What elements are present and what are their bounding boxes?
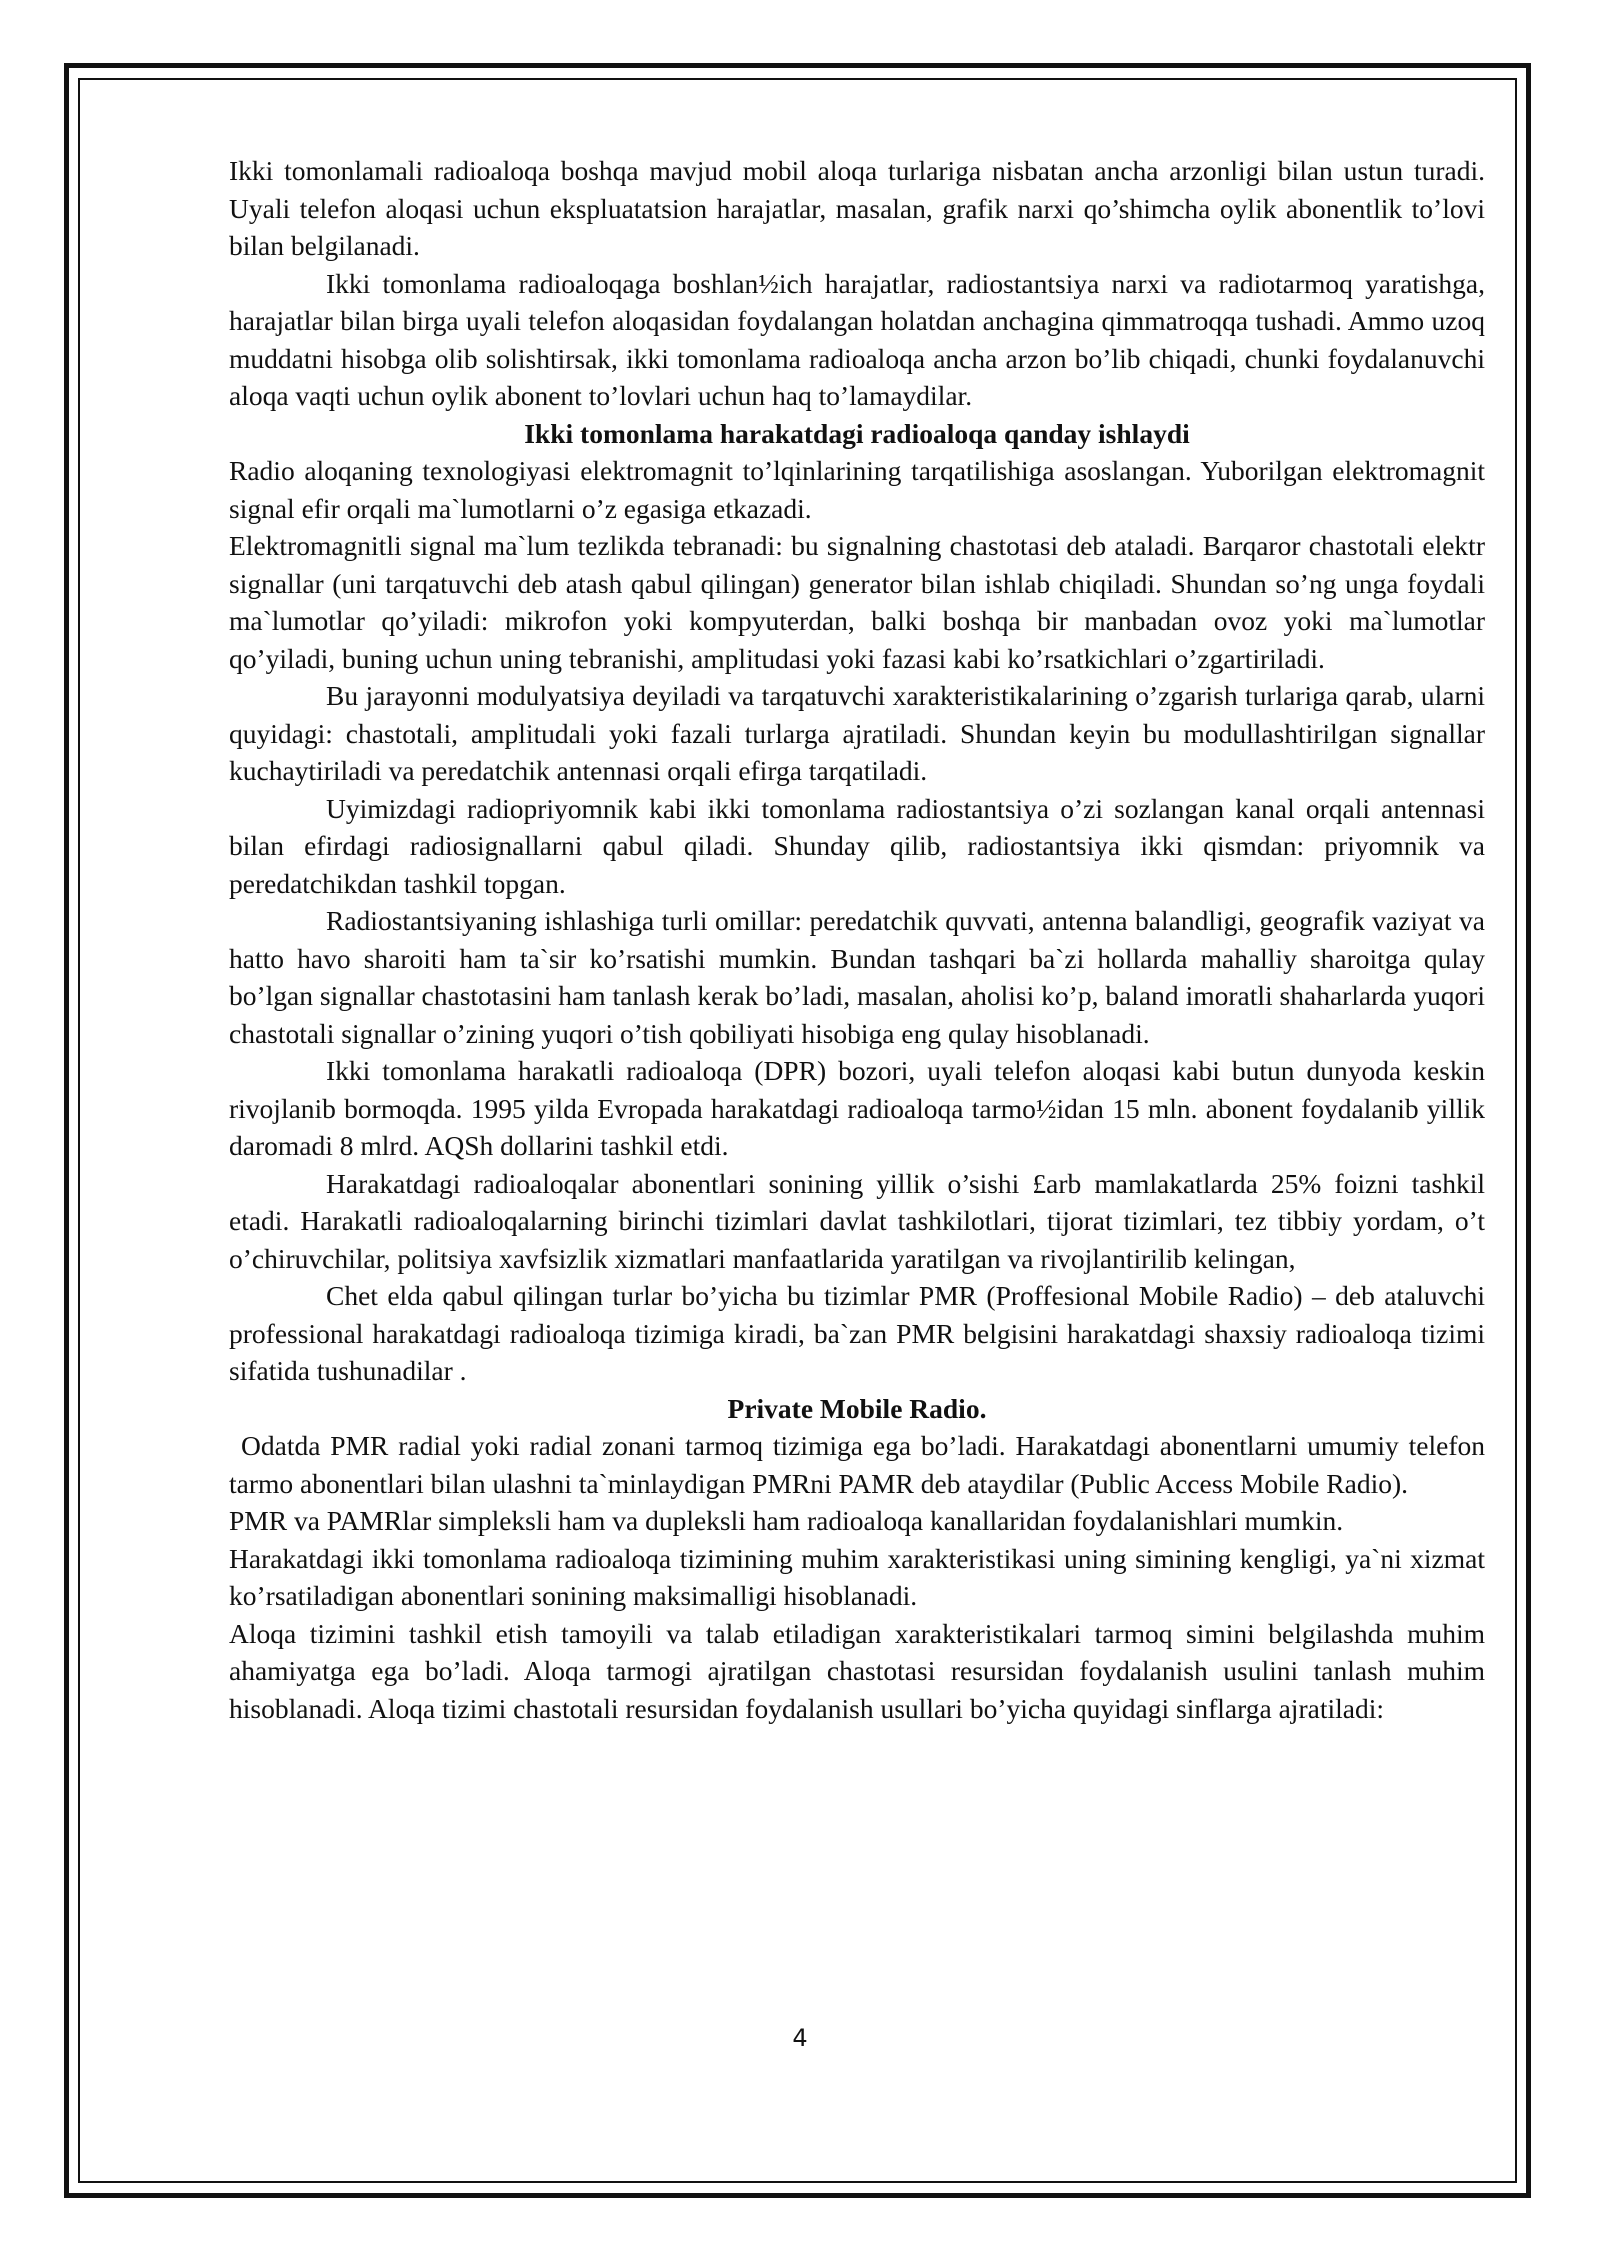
paragraph-market: Ikki tomonlama harakatli radioaloqa (DPR) bozori, uyali telefon aloqasi kabi butun dunyoda keskin rivojlanib bormoqda. 1995 yilda Evropada harakatdagi radioaloqa tarmo½idan 15 mln. abonent foydalanib yillik daromadi 8 mlrd. AQSh dollarini tashkil etdi. [229,1055,1485,1161]
paragraph-pmr-network: Odatda PMR radial yoki radial zonani tarmoq tizimiga ega bo’ladi. Harakatdagi abonentlarni umumiy telefon tarmo abonentlari bilan ulashni ta`minlaydigan PMRni PAMR deb ataydilar (Public Access Mobile Radio). [229,1430,1485,1499]
paragraph-initial-costs: Ikki tomonlama radioaloqaga boshlan½ich harajatlar, radiostantsiya narxi va radiotarmoq yaratishga, harajatlar bilan birga uyali telefon aloqasidan foydalangan holatdan anchagina qimmatroqqa tushadi. Ammo uzoq muddatni hisobga olib solishtirsak, ikki tomonlama radioaloqa ancha arzon bo’lib chiqadi, chunki foydalanuvchi aloqa vaqti uchun oylik abonent to’lovlari uchun haq to’lamaydilar. [229,267,1485,411]
paragraph-cost-intro: Ikki tomonlamali radioaloqa boshqa mavjud mobil aloqa turlariga nisbatan ancha arzonligi bilan ustun turadi. Uyali telefon aloqasi uchun ekspluatatsion harajatlar, masalan, grafik narxi qo’shimcha oylik abonentlik to’lovi bilan belgilanadi. [229,155,1485,261]
section-heading-how-it-works: Ikki tomonlama harakatdagi radioaloqa qanday ishlaydi [524,417,1190,449]
paragraph-growth: Harakatdagi radioaloqalar abonentlari sonining yillik o’sishi £arb mamlakatlarda 25% foizni tashkil etadi. Harakatli radioaloqalarning birinchi tizimlari davlat tashkilotlari, tijorat tizimlari, tez tibbiy yordam, o’t o’chiruvchilar, politsiya xavfsizlik xizmatlari manfaatlarida yaratilgan va rivojlantirilib kelingan, [229,1167,1485,1274]
document-body [229,152,1485,1727]
paragraph-pmr-definition: Chet elda qabul qilingan turlar bo’yicha bu tizimlar PMR (Proffesional Mobile Radio) – deb ataluvchi professional harakatdagi radioaloqa tizimiga kiradi, ba`zan PMR belgisini harakatdagi shaxsiy radioaloqa tizimi sifatida tushunadilar . [229,1280,1485,1386]
paragraph-simplex-duplex: PMR va PAMRlar simpleksli ham va dupleksli ham radioaloqa kanallaridan foydalanishlari mumkin. [229,1505,1344,1536]
paragraph-frequency-resource: Aloqa tizimini tashkil etish tamoyili va talab etiladigan xarakteristikalari tarmoq simini belgilashda muhim ahamiyatga ega bo’ladi. Aloqa tarmogi ajratilgan chastotasi resursidan foydalanish usulini tanlash muhim hisoblanadi. Aloqa tizimi chastotali resursidan foydalanish usullari bo’yicha quyidagi sinflarga ajratiladi: [229,1617,1485,1724]
paragraph-modulation: Bu jarayonni modulyatsiya deyiladi va tarqatuvchi xarakteristikalarining o’zgarish turlariga qarab, ularni quyidagi: chastotali, amplitudali yoki fazali turlarga ajratiladi. Shundan keyin bu modullashtirilgan signallar kuchaytiriladi va peredatchik antennasi orqali efirga tarqatiladi. [229,680,1485,786]
section-heading-private-mobile-radio: Private Mobile Radio. [727,1392,987,1424]
page-number: 4 [792,2024,808,2052]
paragraph-signal-frequency: Elektromagnitli signal ma`lum tezlikda tebranadi: bu signalning chastotasi deb ataladi. Barqaror chastotali elektr signallar (uni tarqatuvchi deb atash qabul qilingan) generator bilan ishlab chiqiladi. Shundan so’ng unga foydali ma`lumotlar qo’yiladi: mikrofon yoki kompyuterdan, balki boshqa bir manbadan ovoz yoki ma`lumotlar qo’yiladi, buning uchun uning tebranishi, amplitudasi yoki fazasi kabi ko’rsatkichlari o’zgartiriladi. [229,530,1485,674]
paragraph-capacity: Harakatdagi ikki tomonlama radioaloqa tizimining muhim xarakteristikasi uning simining kengligi, ya`ni xizmat ko’rsatiladigan abonentlari sonining maksimalligi hisoblanadi. [229,1542,1485,1611]
paragraph-receiver: Uyimizdagi radiopriyomnik kabi ikki tomonlama radiostantsiya o’zi sozlangan kanal orqali antennasi bilan efirdagi radiosignallarni qabul qiladi. Shunday qilib, radiostantsiya ikki qismdan: priyomnik va peredatchikdan tashkil topgan. [229,792,1485,899]
paragraph-technology: Radio aloqaning texnologiyasi elektromagnit to’lqinlarining tarqatilishiga asoslangan. Yuborilgan elektromagnit signal efir orqali ma`lumotlarni o’z egasiga etkazadi. [229,455,1485,524]
paragraph-factors: Radiostantsiyaning ishlashiga turli omillar: peredatchik quvvati, antenna balandligi, geografik vaziyat va hatto havo sharoiti ham ta`sir ko’rsatishi mumkin. Bundan tashqari ba`zi hollarda mahalliy sharoitga qulay bo’lgan signallar chastotasini ham tanlash kerak bo’ladi, masalan, aholisi ko’p, baland imoratli shaharlarda yuqori chastotali signallar o’zining yuqori o’tish qobiliyati hisobiga eng qulay hisoblanadi. [229,905,1485,1049]
